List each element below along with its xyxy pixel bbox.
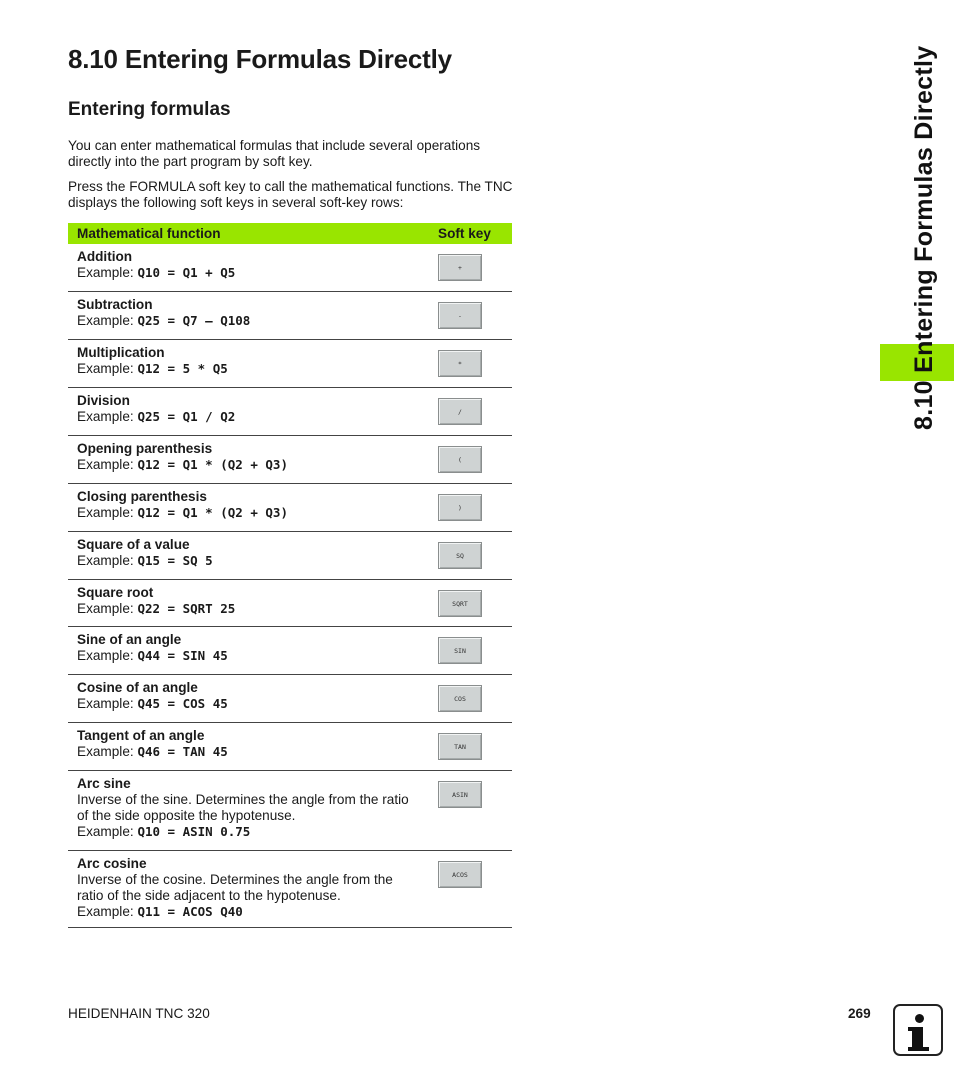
example-code: Q22 = SQRT 25 [137, 601, 236, 616]
example-label: Example: [77, 457, 138, 472]
function-cell [68, 627, 422, 664]
function-cell [68, 771, 422, 840]
function-cell [68, 340, 422, 377]
function-name: Addition [77, 249, 133, 264]
function-cell [68, 675, 422, 712]
softkey-button[interactable]: COS [438, 685, 482, 712]
function-example [77, 744, 422, 760]
softkey-button[interactable]: * [438, 350, 482, 377]
example-code: Q10 = Q1 + Q5 [137, 265, 236, 280]
softkey-button[interactable]: ) [438, 494, 482, 521]
footer-product: HEIDENHAIN TNC 320 [68, 1006, 210, 1021]
example-code: Q15 = SQ 5 [137, 553, 213, 568]
example-label: Example: [77, 265, 138, 280]
example-label: Example: [77, 696, 138, 711]
example-code: Q44 = SIN 45 [137, 648, 228, 663]
example-label: Example: [77, 505, 138, 520]
softkey-button[interactable]: ( [438, 446, 482, 473]
function-example [77, 457, 422, 473]
example-label: Example: [77, 648, 138, 663]
example-label: Example: [77, 824, 138, 839]
function-example [77, 696, 422, 712]
table-row [68, 627, 512, 675]
example-code: Q12 = 5 * Q5 [137, 361, 228, 376]
example-code: Q10 = ASIN 0.75 [137, 824, 251, 839]
subsection-title: Entering formulas [68, 99, 231, 120]
function-cell [68, 484, 422, 521]
example-code: Q25 = Q7 – Q108 [137, 313, 251, 328]
info-icon [893, 1004, 943, 1056]
example-label: Example: [77, 313, 138, 328]
function-cell [68, 851, 422, 920]
function-example [77, 824, 422, 840]
function-cell [68, 292, 422, 329]
header-softkey: Soft key [438, 226, 491, 241]
example-code: Q11 = ACOS Q40 [137, 904, 243, 919]
example-label: Example: [77, 361, 138, 376]
table-row [68, 675, 512, 723]
softkey-button[interactable]: TAN [438, 733, 482, 760]
header-function: Mathematical function [77, 226, 221, 241]
example-label: Example: [77, 553, 138, 568]
function-name: Square root [77, 585, 154, 600]
function-cell [68, 723, 422, 760]
function-description: Inverse of the sine. Determines the angle from the ratio of the side opposite the hypotenuse. [77, 792, 409, 823]
softkey-button[interactable]: SQRT [438, 590, 482, 617]
function-name: Closing parenthesis [77, 489, 207, 504]
table-body [68, 244, 512, 928]
softkey-button[interactable]: ACOS [438, 861, 482, 888]
table-row [68, 851, 512, 928]
function-example [77, 313, 422, 329]
example-code: Q46 = TAN 45 [137, 744, 228, 759]
function-example [77, 361, 422, 377]
table-row [68, 292, 512, 340]
function-example [77, 904, 422, 920]
math-functions-table [68, 223, 512, 928]
example-label: Example: [77, 601, 138, 616]
table-row [68, 436, 512, 484]
function-cell [68, 580, 422, 617]
softkey-button[interactable]: SIN [438, 637, 482, 664]
example-code: Q12 = Q1 * (Q2 + Q3) [137, 505, 288, 520]
example-label: Example: [77, 904, 138, 919]
table-header [68, 223, 512, 244]
example-label: Example: [77, 409, 138, 424]
side-chapter-title: 8.10 Entering Formulas Directly [910, 45, 938, 430]
function-example [77, 553, 422, 569]
table-row [68, 484, 512, 532]
function-name: Square of a value [77, 537, 190, 552]
softkey-button[interactable]: + [438, 254, 482, 281]
table-row [68, 723, 512, 771]
example-label: Example: [77, 744, 138, 759]
function-example [77, 648, 422, 664]
function-name: Cosine of an angle [77, 680, 198, 695]
example-code: Q45 = COS 45 [137, 696, 228, 711]
function-cell [68, 532, 422, 569]
page-number: 269 [848, 1006, 871, 1021]
table-row [68, 580, 512, 627]
function-name: Subtraction [77, 297, 153, 312]
function-cell [68, 244, 422, 281]
example-code: Q12 = Q1 * (Q2 + Q3) [137, 457, 288, 472]
table-row [68, 388, 512, 436]
table-row [68, 340, 512, 388]
section-title: 8.10 Entering Formulas Directly [68, 44, 452, 74]
function-name: Multiplication [77, 345, 165, 360]
softkey-button[interactable]: ASIN [438, 781, 482, 808]
function-cell [68, 388, 422, 425]
softkey-button[interactable]: SQ [438, 542, 482, 569]
table-row [68, 771, 512, 851]
function-example [77, 265, 422, 281]
function-example [77, 601, 422, 617]
function-cell [68, 436, 422, 473]
function-description: Inverse of the cosine. Determines the angle from the ratio of the side adjacent to the hypotenuse. [77, 872, 393, 903]
function-example [77, 505, 422, 521]
intro-paragraph-1: You can enter mathematical formulas that include several operations directly into the part program by soft key. [68, 138, 481, 169]
function-name: Sine of an angle [77, 632, 182, 647]
function-name: Arc cosine [77, 856, 147, 871]
intro-paragraph-2: Press the FORMULA soft key to call the mathematical functions. The TNC displays the following soft keys in several soft-key rows: [68, 179, 513, 210]
function-name: Tangent of an angle [77, 728, 205, 743]
example-code: Q25 = Q1 / Q2 [137, 409, 236, 424]
softkey-button[interactable]: - [438, 302, 482, 329]
table-row [68, 244, 512, 292]
function-name: Division [77, 393, 130, 408]
function-name: Arc sine [77, 776, 131, 791]
function-example [77, 409, 422, 425]
table-row [68, 532, 512, 580]
softkey-button[interactable]: / [438, 398, 482, 425]
function-name: Opening parenthesis [77, 441, 213, 456]
